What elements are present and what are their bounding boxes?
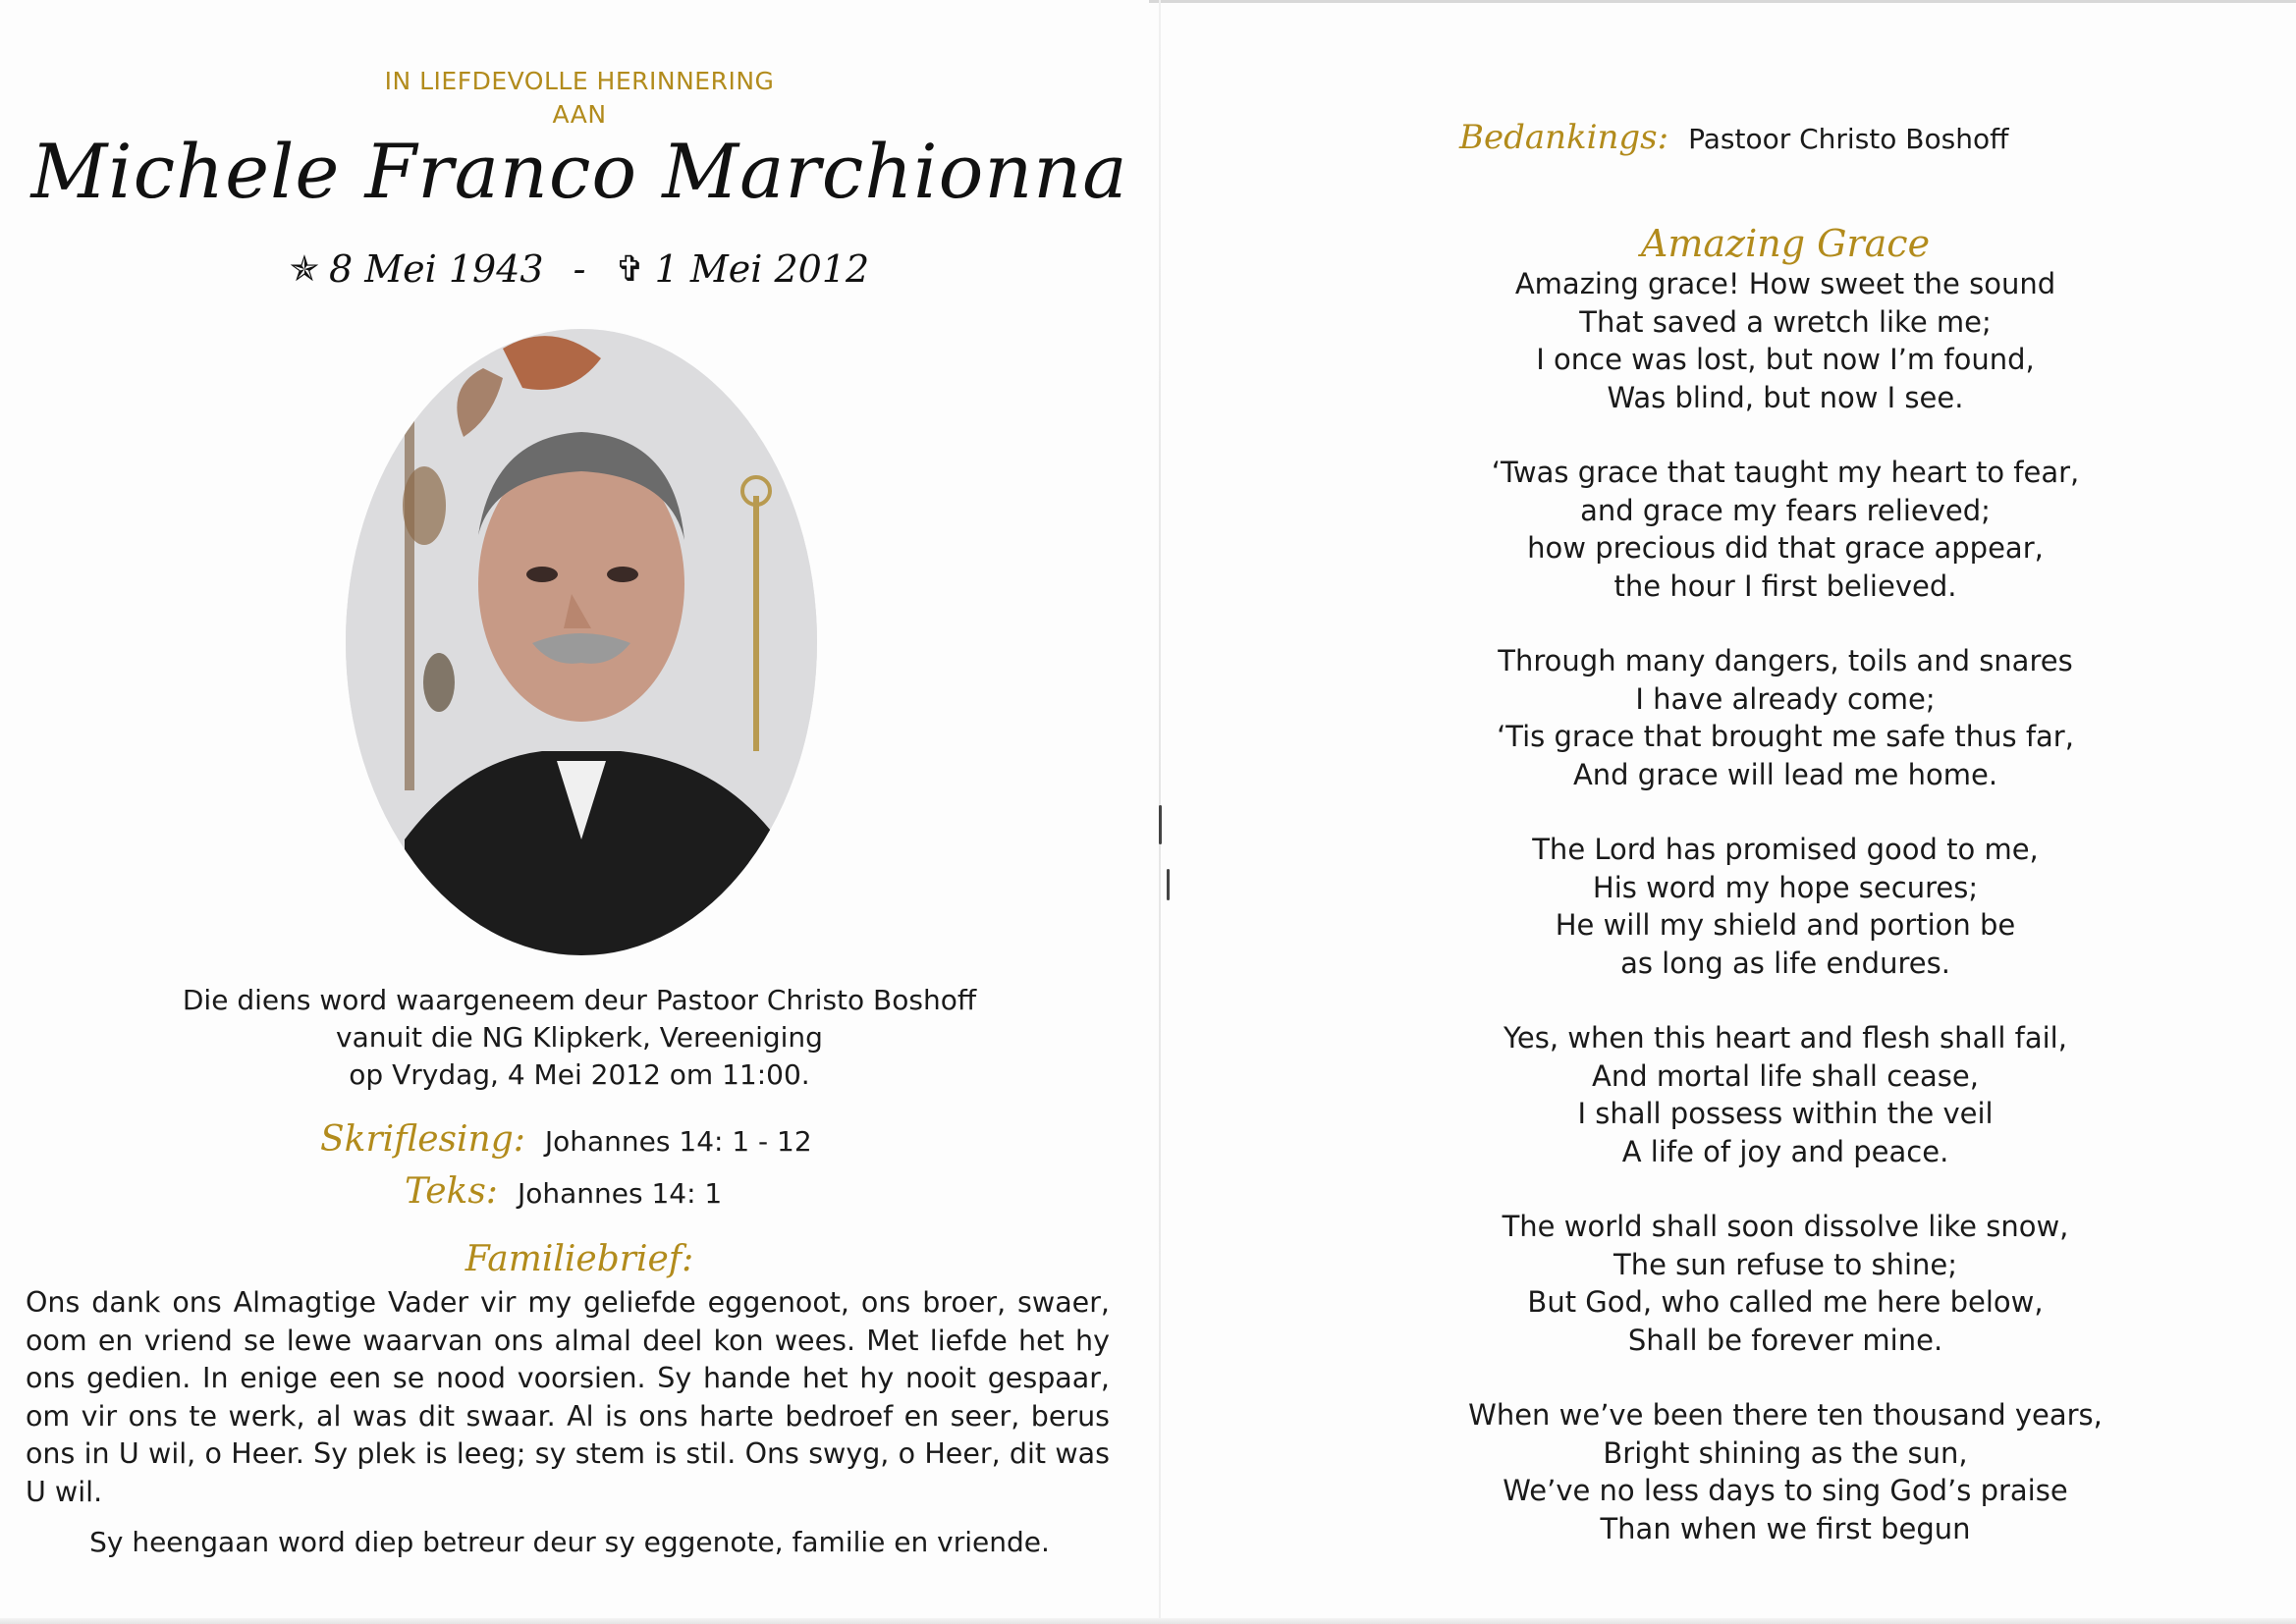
verse-line: The world shall soon dissolve like snow, (1502, 1210, 2069, 1243)
hymn-verse (1442, 1208, 2129, 1359)
family-letter-heading: Familiebrief: (465, 1239, 694, 1279)
memorial-heading-aan: AAN (552, 100, 607, 129)
verse-line: Was blind, but now I see. (1607, 380, 1964, 414)
hymn-verse (1442, 454, 2129, 605)
hymn-verse (1442, 1019, 2129, 1170)
text-label: Teks: (405, 1171, 498, 1212)
verse-line: He will my shield and portion be (1555, 908, 2016, 942)
verse-line: Than when we first begun (1600, 1511, 1971, 1545)
verse-line: ‘Tis grace that brought me safe thus far, (1497, 720, 2074, 753)
service-info (0, 982, 1159, 1094)
date-separator: - (573, 247, 586, 291)
sermon-text (405, 1171, 722, 1213)
verse-line: We’ve no less days to sing God’s praise (1503, 1474, 2068, 1507)
right-panel (1161, 0, 2296, 1624)
deceased-name: Michele Franco Marchionna (30, 128, 1128, 215)
service-line: op Vrydag, 4 Mei 2012 om 11:00. (349, 1058, 810, 1091)
hymn-verse (1442, 831, 2129, 982)
verse-line: His word my hope secures; (1592, 870, 1979, 904)
star-icon: ✯ (289, 248, 319, 290)
verse-line: The sun refuse to shine; (1613, 1247, 1957, 1281)
hymn-verse (1442, 642, 2129, 793)
verse-line: as long as life endures. (1620, 946, 1950, 980)
verse-line: I shall possess within the veil (1577, 1097, 1994, 1130)
thanks-value: Pastoor Christo Boshoff (1688, 123, 2009, 155)
verse-line: But God, who called me here below, (1527, 1285, 2044, 1319)
verse-line: The Lord has promised good to me, (1532, 833, 2039, 866)
scripture-label: Skriflesing: (320, 1119, 525, 1160)
birth-date: 8 Mei 1943 (328, 247, 544, 291)
closing-line: Sy heengaan word diep betreur deur sy eggenote, familie en vriende. (89, 1526, 1050, 1558)
verse-line: ‘Twas grace that taught my heart to fear, (1491, 456, 2080, 489)
death-date: 1 Mei 2012 (654, 247, 870, 291)
thanks-row (1459, 118, 2008, 158)
verse-line: how precious did that grace appear, (1527, 531, 2044, 565)
verse-line: Through many dangers, toils and snares (1498, 644, 2073, 677)
life-dates (0, 247, 1159, 291)
service-line: Die diens word waargeneem deur Pastoor Christo Boshoff (182, 984, 977, 1016)
verse-line: Amazing grace! How sweet the sound (1514, 267, 2056, 300)
verse-line: When we’ve been there ten thousand years, (1468, 1398, 2103, 1432)
hymn-title: Amazing Grace (1640, 222, 1931, 265)
verse-line: And grace will lead me home. (1572, 757, 1998, 791)
thanks-label: Bedankings: (1459, 118, 1669, 157)
portrait-illustration (346, 329, 817, 955)
verse-line: I once was lost, but now I’m found, (1536, 343, 2035, 376)
verse-line: And mortal life shall cease, (1592, 1058, 1979, 1093)
cross-icon: ✞ (615, 248, 645, 290)
memorial-heading: IN LIEFDEVOLLE HERINNERING (384, 67, 775, 95)
verse-line: the hour I first believed. (1613, 568, 1957, 603)
verse-line: A life of joy and peace. (1621, 1134, 1949, 1168)
hymn-verse (1442, 265, 2129, 416)
verse-line: Shall be forever mine. (1627, 1323, 1943, 1357)
portrait-photo (346, 329, 817, 955)
family-letter-body: Ons dank ons Almagtige Vader vir my geliefde eggenoot, ons broer, swaer, oom en vriend se lewe waarvan ons almal deel kon wees. Met liefde het hy ons gedien. In enige een se nood voorsien. Sy hande het hy nooit gespaar, om vir ons te werk, al was dit swaar. Al is ons harte bedroef en seer, berus ons in U wil, o Heer. Sy plek is leeg; sy stem is stil. Ons swyg, o Heer, dit was U wil. (26, 1286, 1110, 1508)
hymn-verse (1442, 1396, 2129, 1547)
text-value: Johannes 14: 1 (517, 1177, 723, 1210)
verse-line: I have already come; (1635, 681, 1936, 716)
verse-line: and grace my fears relieved; (1580, 493, 1991, 527)
verse-line: Bright shining as the sun, (1603, 1435, 1968, 1470)
verse-line: Yes, when this heart and flesh shall fail, (1503, 1021, 2067, 1055)
verse-line: That saved a wretch like me; (1579, 304, 1992, 339)
scripture-value: Johannes 14: 1 - 12 (544, 1125, 812, 1158)
scripture-reading (320, 1119, 812, 1161)
service-line: vanuit die NG Klipkerk, Vereeniging (336, 1021, 823, 1054)
